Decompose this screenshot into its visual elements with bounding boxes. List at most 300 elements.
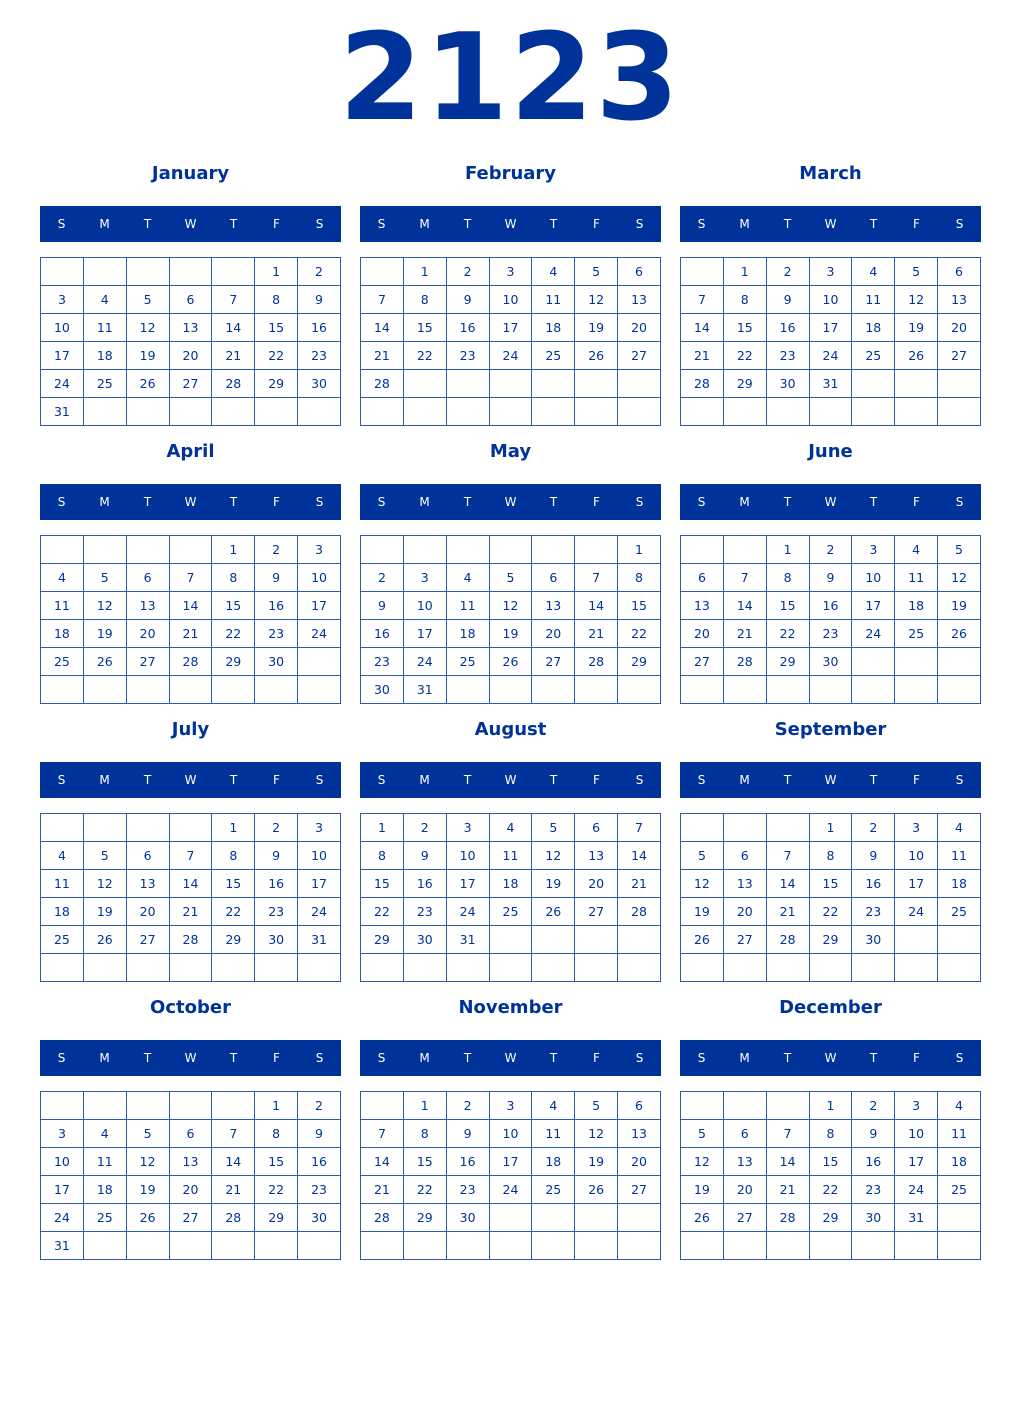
day-grid xyxy=(40,1091,341,1260)
day-cell xyxy=(895,954,938,982)
day-grid xyxy=(360,813,661,982)
day-cell: 15 xyxy=(212,870,255,898)
day-cell xyxy=(618,370,661,398)
weekday-label: F xyxy=(593,217,600,231)
day-cell xyxy=(681,676,724,704)
day-cell: 26 xyxy=(489,648,532,676)
month-title: January xyxy=(151,163,230,184)
weekday-label: S xyxy=(635,773,644,787)
week-row xyxy=(361,954,661,982)
day-cell: 26 xyxy=(532,898,575,926)
day-cell xyxy=(126,1092,169,1120)
day-cell: 16 xyxy=(446,1148,489,1176)
day-cell: 17 xyxy=(446,870,489,898)
weekday-label: T xyxy=(783,217,792,231)
day-cell xyxy=(298,1232,341,1260)
day-cell: 28 xyxy=(169,648,212,676)
day-cell: 26 xyxy=(681,1204,724,1232)
day-cell: 12 xyxy=(532,842,575,870)
week-row xyxy=(361,1204,661,1232)
day-cell: 21 xyxy=(575,620,618,648)
weekday-label: T xyxy=(869,773,878,787)
day-cell: 11 xyxy=(41,870,84,898)
day-cell: 22 xyxy=(766,620,809,648)
day-cell xyxy=(618,1232,661,1260)
day-cell: 21 xyxy=(681,342,724,370)
weekday-header xyxy=(360,762,661,798)
day-cell: 26 xyxy=(83,926,126,954)
day-cell: 31 xyxy=(298,926,341,954)
weekday-label: M xyxy=(739,495,750,509)
day-cell: 24 xyxy=(895,898,938,926)
day-cell: 17 xyxy=(895,1148,938,1176)
weekday-label: T xyxy=(229,217,238,231)
day-cell: 7 xyxy=(361,286,404,314)
weekday-label: F xyxy=(913,217,920,231)
day-cell: 13 xyxy=(618,286,661,314)
day-cell: 19 xyxy=(489,620,532,648)
day-cell xyxy=(255,398,298,426)
day-cell xyxy=(41,258,84,286)
day-cell: 31 xyxy=(41,1232,84,1260)
day-cell: 27 xyxy=(126,926,169,954)
day-cell: 11 xyxy=(895,564,938,592)
day-cell: 12 xyxy=(83,592,126,620)
day-cell: 13 xyxy=(169,314,212,342)
day-cell: 8 xyxy=(212,842,255,870)
day-cell: 4 xyxy=(41,842,84,870)
weekday-header xyxy=(680,1040,981,1076)
weekday-label: S xyxy=(377,495,386,509)
month-title: November xyxy=(458,997,563,1018)
month-title: February xyxy=(464,163,557,184)
day-cell xyxy=(446,954,489,982)
day-cell xyxy=(446,370,489,398)
day-cell xyxy=(298,398,341,426)
day-cell: 26 xyxy=(938,620,981,648)
weekday-label: M xyxy=(99,1051,110,1065)
day-cell: 27 xyxy=(169,370,212,398)
day-cell: 5 xyxy=(489,564,532,592)
day-cell xyxy=(766,676,809,704)
day-cell: 10 xyxy=(41,1148,84,1176)
day-cell: 23 xyxy=(809,620,852,648)
day-cell: 24 xyxy=(852,620,895,648)
day-cell: 2 xyxy=(361,564,404,592)
day-cell: 23 xyxy=(766,342,809,370)
day-cell xyxy=(852,398,895,426)
day-cell: 5 xyxy=(575,1092,618,1120)
day-cell: 31 xyxy=(809,370,852,398)
week-row xyxy=(681,536,981,564)
day-grid xyxy=(360,1091,661,1260)
day-cell: 4 xyxy=(938,814,981,842)
day-cell: 2 xyxy=(809,536,852,564)
day-cell: 18 xyxy=(41,898,84,926)
day-cell: 24 xyxy=(298,620,341,648)
day-cell: 7 xyxy=(575,564,618,592)
day-cell: 16 xyxy=(361,620,404,648)
day-cell xyxy=(212,398,255,426)
weekday-label: T xyxy=(463,495,472,509)
day-cell: 30 xyxy=(403,926,446,954)
day-cell: 15 xyxy=(361,870,404,898)
day-cell: 21 xyxy=(766,1176,809,1204)
day-cell: 8 xyxy=(618,564,661,592)
day-cell xyxy=(41,814,84,842)
day-cell: 2 xyxy=(446,1092,489,1120)
weekday-label: W xyxy=(824,217,837,231)
day-cell xyxy=(938,1204,981,1232)
day-cell xyxy=(681,398,724,426)
weekday-label: S xyxy=(955,1051,964,1065)
weekday-label: F xyxy=(273,1051,280,1065)
day-cell xyxy=(532,1204,575,1232)
day-cell: 20 xyxy=(575,870,618,898)
day-cell: 3 xyxy=(41,1120,84,1148)
day-cell xyxy=(852,954,895,982)
week-row xyxy=(361,1232,661,1260)
weekday-label: F xyxy=(593,773,600,787)
week-row xyxy=(41,258,341,286)
day-cell xyxy=(766,954,809,982)
week-row xyxy=(681,954,981,982)
day-cell: 30 xyxy=(255,648,298,676)
day-cell: 22 xyxy=(403,1176,446,1204)
day-cell xyxy=(532,954,575,982)
week-row xyxy=(41,676,341,704)
day-cell: 31 xyxy=(41,398,84,426)
day-cell xyxy=(41,1092,84,1120)
day-cell xyxy=(766,814,809,842)
weekday-label: S xyxy=(377,1051,386,1065)
day-cell: 19 xyxy=(681,1176,724,1204)
week-row xyxy=(361,592,661,620)
day-cell: 6 xyxy=(126,842,169,870)
weekday-label: S xyxy=(315,217,324,231)
week-row xyxy=(41,648,341,676)
day-cell: 22 xyxy=(618,620,661,648)
day-cell: 17 xyxy=(298,592,341,620)
week-row xyxy=(41,398,341,426)
week-row xyxy=(681,676,981,704)
day-cell: 26 xyxy=(895,342,938,370)
day-cell: 13 xyxy=(938,286,981,314)
day-cell xyxy=(938,398,981,426)
weekday-label: T xyxy=(783,773,792,787)
day-cell: 7 xyxy=(361,1120,404,1148)
day-cell xyxy=(489,398,532,426)
weekday-label: S xyxy=(315,495,324,509)
weekday-header xyxy=(40,1040,341,1076)
day-cell: 12 xyxy=(575,286,618,314)
day-cell: 27 xyxy=(938,342,981,370)
day-cell xyxy=(938,676,981,704)
day-cell: 6 xyxy=(723,842,766,870)
day-cell: 14 xyxy=(361,1148,404,1176)
day-cell: 27 xyxy=(618,342,661,370)
day-cell xyxy=(938,648,981,676)
day-cell: 8 xyxy=(255,1120,298,1148)
day-cell xyxy=(723,814,766,842)
weekday-label: T xyxy=(229,1051,238,1065)
day-cell: 14 xyxy=(212,314,255,342)
day-cell: 7 xyxy=(212,1120,255,1148)
week-row xyxy=(361,342,661,370)
week-row xyxy=(41,1232,341,1260)
day-cell: 27 xyxy=(126,648,169,676)
day-cell: 6 xyxy=(126,564,169,592)
weekday-label: W xyxy=(504,773,517,787)
day-cell xyxy=(126,258,169,286)
day-cell: 28 xyxy=(169,926,212,954)
day-cell: 11 xyxy=(938,1120,981,1148)
weekday-label: S xyxy=(57,495,66,509)
weekday-label: T xyxy=(549,773,558,787)
day-cell: 16 xyxy=(403,870,446,898)
day-cell: 3 xyxy=(403,564,446,592)
day-cell: 10 xyxy=(403,592,446,620)
day-cell: 31 xyxy=(446,926,489,954)
day-cell: 12 xyxy=(681,870,724,898)
day-cell: 15 xyxy=(809,870,852,898)
day-cell: 24 xyxy=(298,898,341,926)
week-row xyxy=(361,1092,661,1120)
day-cell: 19 xyxy=(126,1176,169,1204)
day-cell xyxy=(938,954,981,982)
day-cell: 13 xyxy=(618,1120,661,1148)
day-cell: 9 xyxy=(298,1120,341,1148)
day-cell: 14 xyxy=(766,870,809,898)
day-cell: 13 xyxy=(169,1148,212,1176)
day-cell: 8 xyxy=(403,1120,446,1148)
day-cell xyxy=(852,1232,895,1260)
day-cell: 10 xyxy=(489,286,532,314)
day-cell: 19 xyxy=(532,870,575,898)
day-cell: 12 xyxy=(895,286,938,314)
week-row xyxy=(361,258,661,286)
day-cell: 26 xyxy=(575,342,618,370)
weekday-header xyxy=(680,484,981,520)
day-cell: 6 xyxy=(575,814,618,842)
day-cell: 17 xyxy=(298,870,341,898)
day-cell: 20 xyxy=(169,342,212,370)
weekday-header xyxy=(680,206,981,242)
day-cell: 10 xyxy=(298,842,341,870)
day-cell: 11 xyxy=(41,592,84,620)
day-cell xyxy=(255,954,298,982)
day-cell: 23 xyxy=(298,1176,341,1204)
day-cell: 29 xyxy=(361,926,404,954)
day-cell: 20 xyxy=(618,314,661,342)
day-cell: 28 xyxy=(766,1204,809,1232)
weekday-label: M xyxy=(419,495,430,509)
week-row xyxy=(361,564,661,592)
day-cell xyxy=(212,676,255,704)
day-cell xyxy=(83,814,126,842)
day-cell xyxy=(681,954,724,982)
day-cell: 8 xyxy=(809,842,852,870)
day-cell: 8 xyxy=(809,1120,852,1148)
day-cell: 28 xyxy=(723,648,766,676)
day-cell: 2 xyxy=(298,1092,341,1120)
weekday-label: T xyxy=(869,1051,878,1065)
day-cell: 21 xyxy=(169,898,212,926)
weekday-label: M xyxy=(419,773,430,787)
day-cell: 14 xyxy=(575,592,618,620)
day-cell: 24 xyxy=(809,342,852,370)
day-cell xyxy=(489,926,532,954)
weekday-header xyxy=(360,206,661,242)
day-cell: 19 xyxy=(575,1148,618,1176)
day-cell: 8 xyxy=(212,564,255,592)
day-cell: 21 xyxy=(212,342,255,370)
day-cell: 25 xyxy=(446,648,489,676)
day-cell: 30 xyxy=(255,926,298,954)
day-cell: 19 xyxy=(83,898,126,926)
day-cell: 25 xyxy=(83,1204,126,1232)
day-cell: 17 xyxy=(41,1176,84,1204)
day-cell: 20 xyxy=(169,1176,212,1204)
week-row xyxy=(361,842,661,870)
day-cell: 5 xyxy=(83,842,126,870)
day-cell: 1 xyxy=(723,258,766,286)
day-cell xyxy=(938,926,981,954)
day-cell: 4 xyxy=(83,286,126,314)
day-cell: 26 xyxy=(83,648,126,676)
week-row xyxy=(41,898,341,926)
week-row xyxy=(681,926,981,954)
day-cell xyxy=(446,536,489,564)
day-cell: 5 xyxy=(895,258,938,286)
day-cell: 27 xyxy=(575,898,618,926)
day-cell: 13 xyxy=(126,870,169,898)
day-cell xyxy=(446,1232,489,1260)
weekday-label: W xyxy=(504,217,517,231)
day-cell: 28 xyxy=(575,648,618,676)
day-cell xyxy=(575,926,618,954)
week-row xyxy=(361,898,661,926)
day-cell: 17 xyxy=(895,870,938,898)
weekday-label: W xyxy=(184,217,197,231)
weekday-label: S xyxy=(635,1051,644,1065)
day-cell xyxy=(83,398,126,426)
day-cell: 13 xyxy=(575,842,618,870)
day-cell: 1 xyxy=(361,814,404,842)
weekday-label: F xyxy=(593,495,600,509)
week-row xyxy=(41,954,341,982)
day-cell: 10 xyxy=(809,286,852,314)
day-cell xyxy=(403,954,446,982)
day-cell: 21 xyxy=(361,342,404,370)
day-cell: 15 xyxy=(212,592,255,620)
day-cell xyxy=(895,370,938,398)
weekday-label: T xyxy=(549,1051,558,1065)
day-cell: 11 xyxy=(938,842,981,870)
weekday-header xyxy=(680,762,981,798)
day-cell: 13 xyxy=(681,592,724,620)
day-cell: 31 xyxy=(403,676,446,704)
day-cell xyxy=(723,1092,766,1120)
day-cell: 4 xyxy=(852,258,895,286)
day-cell: 9 xyxy=(255,564,298,592)
weekday-label: T xyxy=(143,495,152,509)
day-cell: 4 xyxy=(446,564,489,592)
day-cell xyxy=(618,926,661,954)
day-cell xyxy=(532,926,575,954)
day-cell xyxy=(446,398,489,426)
weekday-header xyxy=(360,1040,661,1076)
day-cell: 15 xyxy=(766,592,809,620)
day-cell: 23 xyxy=(403,898,446,926)
day-grid xyxy=(680,813,981,982)
day-cell xyxy=(723,398,766,426)
weekday-label: S xyxy=(315,773,324,787)
week-row xyxy=(41,842,341,870)
day-cell: 29 xyxy=(403,1204,446,1232)
week-row xyxy=(681,592,981,620)
month-title: July xyxy=(171,719,210,740)
day-cell xyxy=(532,1232,575,1260)
day-cell: 18 xyxy=(83,342,126,370)
day-cell: 11 xyxy=(532,1120,575,1148)
day-cell: 2 xyxy=(766,258,809,286)
day-cell: 10 xyxy=(41,314,84,342)
day-cell: 9 xyxy=(766,286,809,314)
day-cell: 28 xyxy=(212,1204,255,1232)
weekday-label: S xyxy=(955,495,964,509)
day-cell xyxy=(852,648,895,676)
day-cell: 15 xyxy=(618,592,661,620)
week-row xyxy=(681,370,981,398)
week-row xyxy=(681,1176,981,1204)
day-cell: 10 xyxy=(489,1120,532,1148)
weekday-label: W xyxy=(184,495,197,509)
day-grid xyxy=(40,535,341,704)
weekday-header xyxy=(40,484,341,520)
day-cell xyxy=(575,398,618,426)
weekday-label: S xyxy=(697,1051,706,1065)
weekday-label: T xyxy=(463,1051,472,1065)
day-cell xyxy=(83,676,126,704)
weekday-label: T xyxy=(549,217,558,231)
weekday-header xyxy=(360,484,661,520)
day-cell: 12 xyxy=(489,592,532,620)
month-title: September xyxy=(774,719,887,740)
day-cell: 11 xyxy=(83,314,126,342)
day-cell xyxy=(489,1204,532,1232)
weekday-label: T xyxy=(783,495,792,509)
day-cell xyxy=(169,536,212,564)
day-cell: 9 xyxy=(403,842,446,870)
day-cell xyxy=(361,1232,404,1260)
day-cell: 27 xyxy=(169,1204,212,1232)
weekday-label: T xyxy=(463,773,472,787)
day-cell xyxy=(681,258,724,286)
day-cell: 18 xyxy=(852,314,895,342)
month-title: May xyxy=(489,441,532,462)
day-cell: 21 xyxy=(766,898,809,926)
day-cell: 20 xyxy=(723,1176,766,1204)
day-grid xyxy=(680,1091,981,1260)
day-cell xyxy=(766,398,809,426)
day-cell: 25 xyxy=(41,648,84,676)
day-cell: 7 xyxy=(766,1120,809,1148)
day-cell: 3 xyxy=(41,286,84,314)
day-cell: 13 xyxy=(723,870,766,898)
day-cell: 5 xyxy=(126,286,169,314)
day-cell: 15 xyxy=(255,1148,298,1176)
